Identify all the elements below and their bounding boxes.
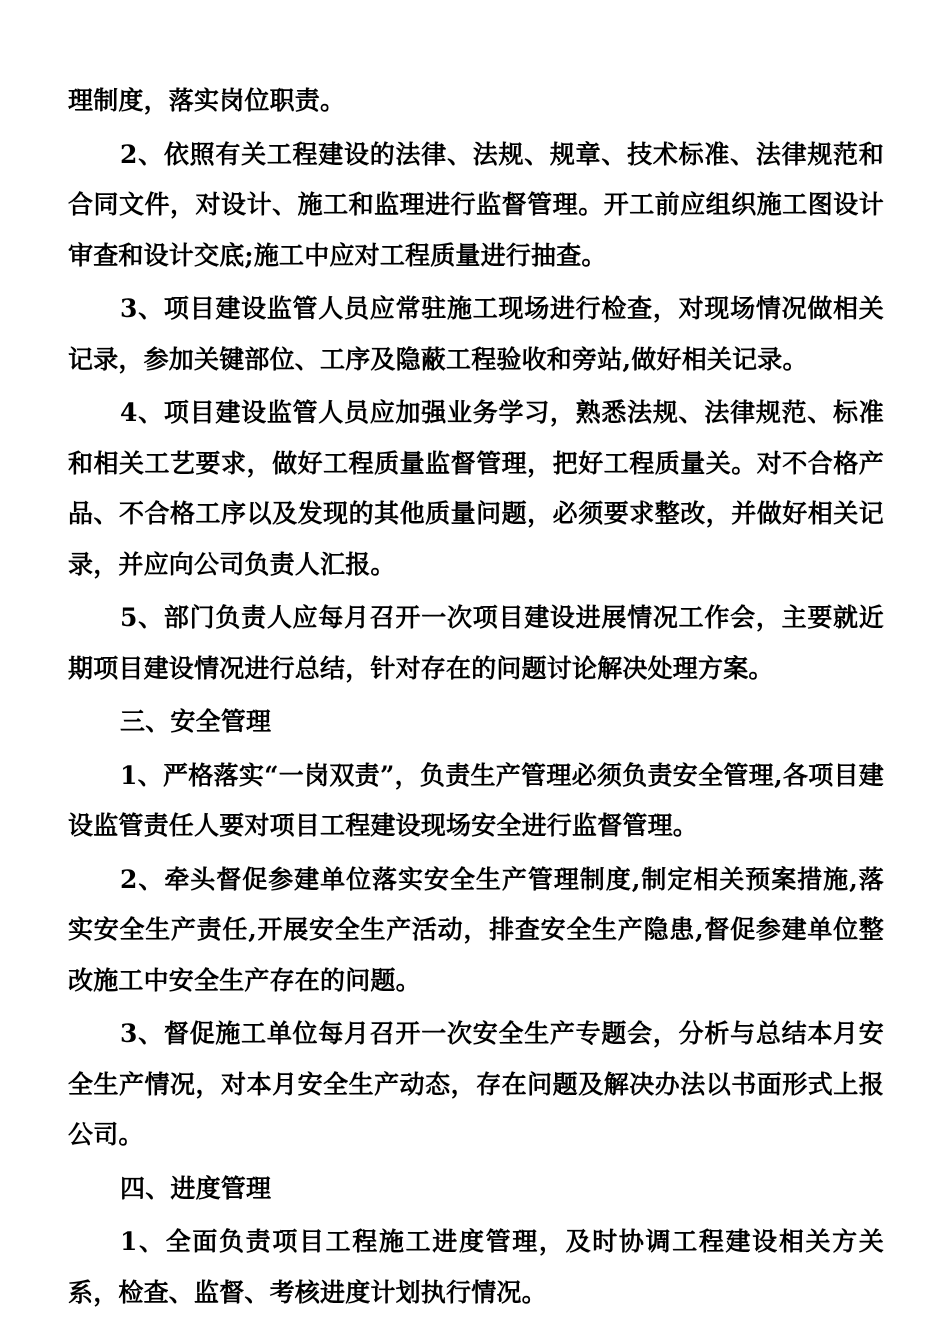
paragraph-quality-item-2: 2、依照有关工程建设的法律、法规、规章、技术标准、法律规范和合同文件，对设计、施工和监理进行监督管理。开工前应组织施工图设计审查和设计交底;施工中应对工程质量进行抽查。 — [68, 139, 884, 270]
paragraph-continuation: 理制度，落实岗位职责。 — [68, 86, 346, 115]
paragraph-quality-item-5: 5、部门负责人应每月召开一次项目建设进展情况工作会，主要就近期项目建设情况进行总结，针对存在的问题讨论解决处理方案。 — [68, 603, 884, 683]
paragraph-progress-item-1: 1、全面负责项目工程施工进度管理，及时协调工程建设相关方关系，检查、监督、考核进度计划执行情况。 — [68, 1227, 884, 1307]
paragraph-quality-item-3: 3、项目建设监管人员应常驻施工现场进行检查，对现场情况做相关记录，参加关键部位、工序及隐蔽工程验收和旁站,做好相关记录。 — [68, 294, 884, 374]
paragraph-quality-item-4: 4、项目建设监管人员应加强业务学习，熟悉法规、法律规范、标准和相关工艺要求，做好工程质量监督管理，把好工程质量关。对不合格产品、不合格工序以及发现的其他质量问题，必须要求整改，并做好相关记录，并应向公司负责人汇报。 — [68, 398, 884, 579]
section-heading-progress: 四、进度管理 — [120, 1173, 272, 1203]
paragraph-safety-item-1: 1、严格落实“一岗双责”，负责生产管理必须负责安全管理,各项目建设监管责任人要对项目工程建设现场安全进行监督管理。 — [68, 760, 884, 840]
paragraph-safety-item-3: 3、督促施工单位每月召开一次安全生产专题会，分析与总结本月安全生产情况，对本月安全生产动态，存在问题及解决办法以书面形式上报公司。 — [68, 1019, 884, 1149]
paragraph-safety-item-2: 2、牵头督促参建单位落实安全生产管理制度,制定相关预案措施,落实安全生产责任,开展安全生产活动，排查安全生产隐患,督促参建单位整改施工中安全生产存在的问题。 — [68, 864, 884, 995]
section-heading-safety: 三、安全管理 — [120, 707, 272, 736]
document-page — [68, 76, 884, 1321]
